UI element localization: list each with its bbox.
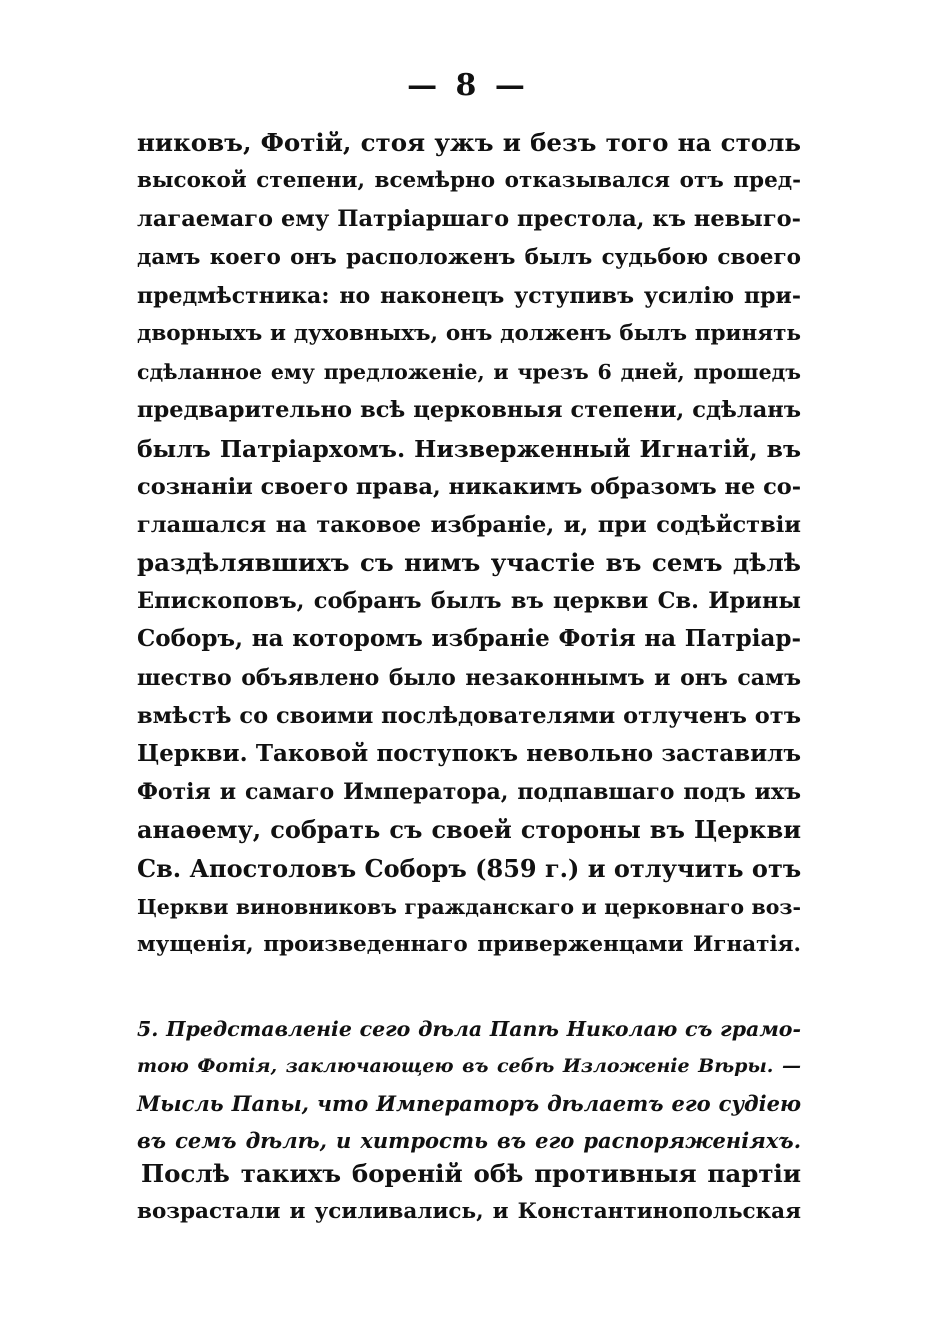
text-line: Св. Апостоловъ Соборъ (859 г.) и отлучить отъ [137, 853, 802, 883]
paragraph-2 [137, 1155, 801, 1231]
heading-line: Мысль Папы, что Императоръ дѣлаетъ его судіею [137, 1091, 801, 1116]
text-line: былъ Патріархомъ. Низверженный Игнатій, въ [137, 434, 801, 463]
heading-line: въ семъ дѣлѣ, и хитрость въ его распоряженіяхъ. [137, 1128, 801, 1153]
heading-line: 5. Представленіе сего дѣла Папѣ Николаю съ грамо- [137, 1017, 801, 1041]
text-line: возрастали и усиливались, и Константинопольская [137, 1199, 801, 1225]
page-number: — 8 — [407, 68, 529, 103]
text-line: предварительно всѣ церковныя степени, сдѣланъ [137, 397, 801, 424]
text-line: вмѣстѣ со своими послѣдователями отлученъ отъ [137, 702, 801, 729]
text-line: высокой степени, всемѣрно отказывался отъ пред- [137, 168, 801, 194]
text-line: Послѣ такихъ бореній обѣ противныя партіи [141, 1159, 801, 1188]
text-line: Соборъ, на которомъ избраніе Фотія на Патріар- [137, 625, 801, 653]
text-line: мущенія, произведеннаго приверженцами Игнатія. [137, 931, 801, 957]
text-line: Фотія и самаго Императора, подпавшаго подъ ихъ [137, 779, 801, 806]
text-line: анаѳему, собрать съ своей стороны въ Церкви [137, 815, 801, 845]
text-line: предмѣстника: но наконецъ уступивъ усилію при- [137, 282, 801, 309]
text-line: лагаемаго ему Патріаршаго престола, къ невыго- [137, 206, 801, 233]
text-line: дворныхъ и духовныхъ, онъ долженъ былъ принять [137, 320, 801, 346]
paragraph-1 [137, 124, 801, 964]
text-line: глашался на таковое избраніе, и, при содѣйствіи [137, 511, 801, 538]
text-line: никовъ, Фотій, стоя ужъ и безъ того на столь [137, 128, 801, 157]
heading-line: тою Фотія, заключающею въ себѣ Изложеніе Вѣры. — [137, 1055, 801, 1077]
text-line: Церкви виновниковъ гражданскаго и церковнаго воз- [137, 894, 801, 919]
text-line: дамъ коего онъ расположенъ былъ судьбою своего [137, 244, 801, 270]
text-line: сдѣланное ему предложеніе, и чрезъ 6 дней, прошедъ [137, 360, 801, 385]
text-line: раздѣлявшихъ съ нимъ участіе въ семъ дѣлѣ [137, 548, 801, 578]
text-line: Епископовъ, собранъ былъ въ церкви Св. Ирины [137, 588, 801, 615]
text-line: сознаніи своего права, никакимъ образомъ не со- [137, 473, 802, 500]
text-line: Церкви. Таковой поступокъ невольно заставилъ [137, 740, 801, 767]
text-line: шество объявлено было незаконнымъ и онъ самъ [137, 664, 801, 691]
section-heading-5 [137, 1011, 801, 1159]
